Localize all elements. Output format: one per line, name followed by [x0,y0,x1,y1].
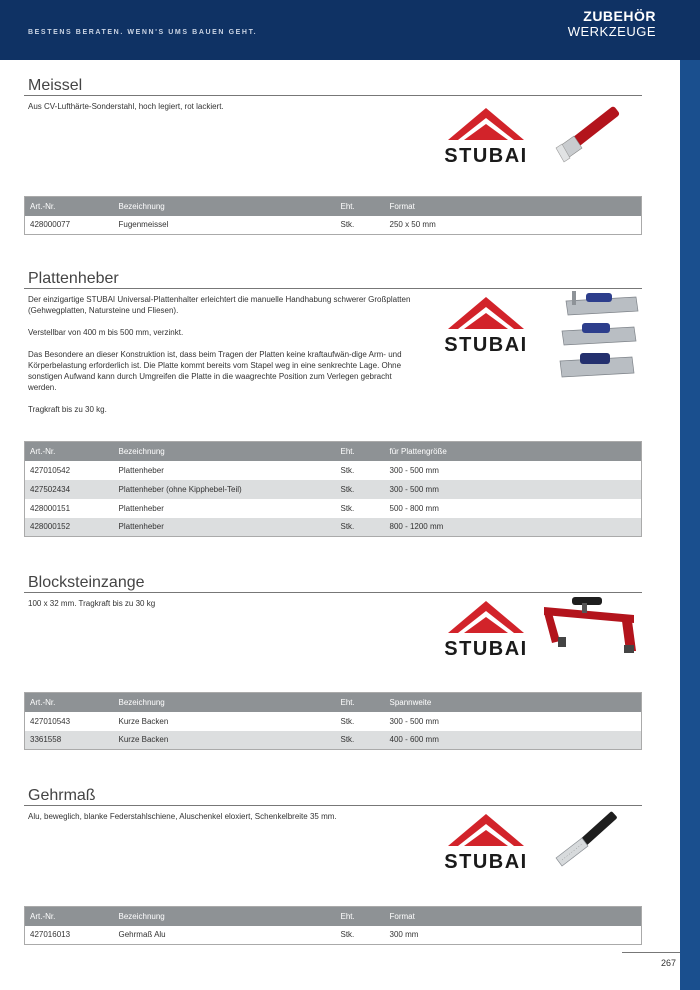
side-bar [680,60,700,990]
section-gehrmass [24,786,642,940]
cell-art-nr: 427010542 [25,461,114,480]
col-bezeichnung: Bezeichnung [114,693,336,712]
cell-format: 300 mm [385,926,642,945]
cell-art-nr: 427016013 [25,926,114,945]
col-art-nr: Art.-Nr. [25,693,114,712]
article-table [24,441,642,537]
stubai-logo [430,295,542,353]
page-header [0,0,700,60]
cell-bezeichnung: Plattenheber [114,499,336,518]
cell-art-nr: 428000077 [25,216,114,235]
description-paragraph: Das Besondere an dieser Konstruktion ist, dass beim Tragen der Platten keine kraftaufwän-dige Arm- und Körperbelastung erforderlich ist. Die Platte kommt bereits vom Stapel weg in eine senkrechte Lage. Ohne sonstigen Aufwand kann durch Umgreifen die Platte in die waagrechte Position zum Verlegen gebracht werden. [28,350,402,392]
cell-eht: Stk. [336,480,385,499]
cell-art-nr: 427010543 [25,712,114,731]
col-art-nr: Art.-Nr. [25,197,114,216]
footer-rule [622,952,680,953]
cell-bezeichnung: Fugenmeissel [114,216,336,235]
table-row [25,461,642,480]
section-description [24,811,419,822]
table-row [25,731,642,750]
description-paragraph: Aus CV-Lufthärte-Sonderstahl, hoch legiert, rot lackiert. [28,102,224,111]
cell-groesse: 300 - 500 mm [385,461,642,480]
cell-eht: Stk. [336,499,385,518]
table-row [25,480,642,499]
category-label [568,8,656,40]
col-format: Format [385,197,642,216]
cell-spannweite: 400 - 600 mm [385,731,642,750]
table-row [25,926,642,945]
cell-art-nr: 427502434 [25,480,114,499]
cell-bezeichnung: Kurze Backen [114,731,336,750]
col-eht: Eht. [336,197,385,216]
col-bezeichnung: Bezeichnung [114,197,336,216]
cell-art-nr: 428000152 [25,518,114,537]
table-row [25,712,642,731]
cell-art-nr: 428000151 [25,499,114,518]
slogan: BESTENS BERATEN. WENN'S UMS BAUEN GEHT. [28,29,258,36]
description-paragraph: Der einzigartige STUBAI Universal-Plattenhalter erleichtert die manuelle Handhabung schwerer Großplatten (Gehwegplatten, Natursteine und Fliesen). [28,295,411,315]
gehrmass-image [548,808,632,874]
col-art-nr: Art.-Nr. [25,907,114,926]
page-number: 267 [660,958,676,968]
stubai-logo [430,106,542,164]
section-meissel [24,76,642,230]
article-table [24,196,642,235]
plattenheber-image [558,289,642,385]
section-description [24,598,419,609]
table-row [25,518,642,537]
section-title: Meissel [24,76,642,96]
cell-bezeichnung: Gehrmaß Alu [114,926,336,945]
category-line-1: ZUBEHÖR [583,8,656,24]
cell-bezeichnung: Plattenheber [114,461,336,480]
cell-bezeichnung: Plattenheber (ohne Kipphebel-Teil) [114,480,336,499]
table-row [25,216,642,235]
cell-eht: Stk. [336,216,385,235]
cell-eht: Stk. [336,461,385,480]
cell-eht: Stk. [336,731,385,750]
col-format: Format [385,907,642,926]
cell-groesse: 500 - 800 mm [385,499,642,518]
cell-art-nr: 3361558 [25,731,114,750]
cell-eht: Stk. [336,712,385,731]
stubai-logo [430,599,542,657]
stubai-logo [430,812,542,870]
cell-bezeichnung: Kurze Backen [114,712,336,731]
description-paragraph: Alu, beweglich, blanke Federstahlschiene, Aluschenkel eloxiert, Schenkelbreite 35 mm. [28,812,337,821]
col-eht: Eht. [336,693,385,712]
col-art-nr: Art.-Nr. [25,442,114,461]
cell-eht: Stk. [336,926,385,945]
section-title: Gehrmaß [24,786,642,806]
col-eht: Eht. [336,907,385,926]
article-table [24,906,642,945]
section-title: Plattenheber [24,269,642,289]
section-description [24,101,419,112]
section-description [24,294,419,415]
table-row [25,499,642,518]
category-line-2: WERKZEUGE [567,24,656,39]
col-bezeichnung: Bezeichnung [114,442,336,461]
cell-spannweite: 300 - 500 mm [385,712,642,731]
blocksteinzange-image [538,593,642,659]
col-bezeichnung: Bezeichnung [114,907,336,926]
col-eht: Eht. [336,442,385,461]
description-paragraph: Tragkraft bis zu 30 kg. [28,405,107,414]
section-plattenheber [24,269,642,532]
col-spannweite: Spannweite [385,693,642,712]
chisel-image [552,100,632,166]
description-paragraph: 100 x 32 mm. Tragkraft bis zu 30 kg [28,599,156,608]
section-title: Blocksteinzange [24,573,642,593]
col-plattengroesse: für Plattengröße [385,442,642,461]
article-table [24,692,642,750]
cell-groesse: 800 - 1200 mm [385,518,642,537]
cell-groesse: 300 - 500 mm [385,480,642,499]
cell-eht: Stk. [336,518,385,537]
description-paragraph: Verstellbar von 400 m bis 500 mm, verzinkt. [28,328,184,337]
cell-bezeichnung: Plattenheber [114,518,336,537]
cell-format: 250 x 50 mm [385,216,642,235]
section-blocksteinzange [24,573,642,745]
